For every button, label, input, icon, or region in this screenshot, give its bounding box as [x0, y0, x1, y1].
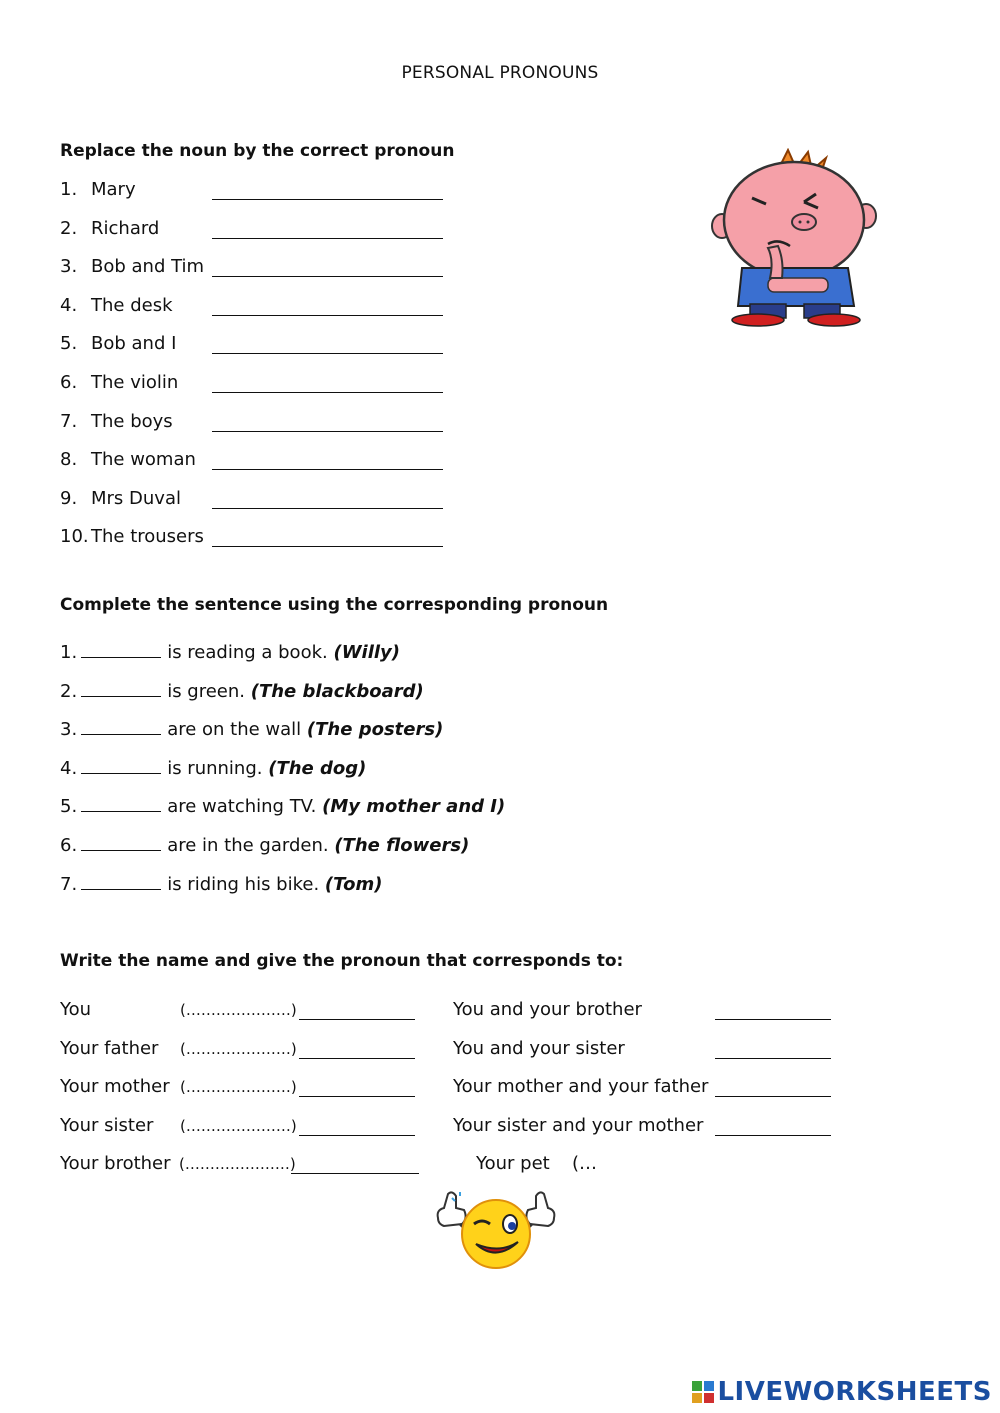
answer-blank[interactable] [81, 641, 161, 658]
noun-item [60, 218, 159, 239]
item-number: 6. [60, 835, 78, 856]
winking-smiley-thumbs-up-icon [430, 1188, 562, 1274]
relation-label: Your pet [476, 1153, 550, 1175]
item-number: 4. [60, 757, 78, 779]
answer-blank[interactable] [81, 680, 161, 697]
sentence-item [60, 641, 400, 663]
relation-label: Your brother [60, 1153, 171, 1175]
relation-label: Your mother [60, 1076, 170, 1098]
section1-heading: Replace the noun by the correct pronoun [60, 141, 455, 161]
pronoun-line[interactable] [715, 1019, 831, 1020]
answer-line[interactable] [212, 238, 443, 239]
answer-line[interactable] [212, 276, 443, 277]
pronoun-line[interactable] [299, 1135, 415, 1136]
noun-item [60, 179, 136, 200]
sentence-hint: (The blackboard) [250, 680, 424, 702]
sentence-item [60, 757, 366, 779]
sentence-hint: (The dog) [268, 757, 367, 779]
noun-item [60, 372, 178, 393]
noun-label: Richard [91, 217, 160, 239]
answer-blank[interactable] [81, 834, 161, 851]
noun-item [60, 333, 176, 354]
logo-blocks-icon [692, 1381, 714, 1403]
liveworksheets-logo [692, 1377, 992, 1407]
pronoun-line[interactable] [291, 1173, 419, 1174]
section3-heading: Write the name and give the pronoun that corresponds to: [60, 951, 624, 971]
pronoun-line[interactable] [299, 1058, 415, 1059]
item-number: 3. [60, 719, 78, 741]
item-number: 2. [60, 217, 78, 239]
pronoun-line[interactable] [715, 1058, 831, 1059]
relation-label: Your sister [60, 1114, 154, 1136]
noun-label: Bob and I [91, 333, 177, 355]
relation-label: Your sister and your mother [453, 1114, 704, 1136]
section2-heading: Complete the sentence using the corresponding pronoun [60, 595, 609, 615]
sentence-hint: (Tom) [324, 873, 383, 895]
noun-label: The woman [91, 449, 196, 471]
sentence-text: is reading a book. [167, 642, 328, 663]
noun-label: Mary [91, 179, 136, 200]
name-field[interactable]: (… [572, 1153, 598, 1175]
sentence-hint: (The flowers) [334, 835, 470, 856]
sentence-item [60, 680, 424, 702]
sentence-text: are watching TV. [167, 796, 317, 818]
answer-blank[interactable] [81, 718, 161, 735]
item-number: 5. [60, 796, 78, 818]
sentence-text: is riding his bike. [167, 873, 320, 895]
sentence-item [60, 873, 382, 895]
noun-label: Mrs Duval [91, 487, 181, 509]
thinking-boy-icon [708, 148, 878, 328]
sentence-text: is green. [167, 680, 245, 702]
item-number: 7. [60, 410, 78, 432]
answer-line[interactable] [212, 431, 443, 432]
sentence-text: are on the wall [167, 719, 302, 741]
answer-line[interactable] [212, 353, 443, 354]
answer-line[interactable] [212, 546, 443, 547]
item-number: 6. [60, 372, 78, 393]
noun-item [60, 256, 204, 277]
sentence-text: is running. [167, 757, 263, 779]
relation-label: Your mother and your father [453, 1076, 709, 1098]
name-field[interactable]: (…………………) [180, 1039, 297, 1058]
relation-label: You [60, 999, 92, 1020]
relation-label: You and your brother [453, 999, 642, 1020]
item-number: 1. [60, 642, 78, 663]
answer-line[interactable] [212, 392, 443, 393]
pronoun-line[interactable] [299, 1096, 415, 1097]
pronoun-line[interactable] [715, 1135, 831, 1136]
answer-blank[interactable] [81, 873, 161, 890]
name-field[interactable]: (…………………) [180, 1116, 297, 1135]
item-number: 7. [60, 873, 78, 895]
answer-line[interactable] [212, 315, 443, 316]
logo-text: LIVEWORKSHEETS [717, 1377, 992, 1407]
item-number: 5. [60, 333, 78, 355]
answer-line[interactable] [212, 199, 443, 200]
page-title: PERSONAL PRONOUNS [401, 63, 599, 83]
answer-blank[interactable] [81, 757, 161, 774]
noun-item [60, 488, 181, 509]
sentence-item [60, 795, 505, 817]
name-field[interactable]: (…………………) [179, 1155, 296, 1174]
name-field[interactable]: (…………………) [180, 1078, 297, 1097]
noun-label: The violin [91, 372, 179, 393]
sentence-hint: (The posters) [306, 719, 444, 741]
item-number: 3. [60, 256, 78, 278]
noun-item [60, 526, 204, 547]
relation-label: Your father [60, 1037, 159, 1059]
pronoun-line[interactable] [715, 1096, 831, 1097]
answer-line[interactable] [212, 469, 443, 470]
noun-label: The boys [91, 410, 173, 432]
sentence-item [60, 834, 469, 856]
item-number: 1. [60, 179, 78, 200]
noun-item [60, 449, 196, 470]
noun-item [60, 411, 173, 432]
answer-blank[interactable] [81, 795, 161, 812]
sentence-hint: (My mother and I) [322, 796, 506, 818]
item-number: 4. [60, 294, 78, 316]
answer-line[interactable] [212, 508, 443, 509]
pronoun-line[interactable] [299, 1019, 415, 1020]
sentence-item [60, 718, 443, 740]
item-number: 8. [60, 449, 78, 471]
noun-label: Bob and Tim [91, 256, 205, 278]
noun-label: The desk [91, 294, 173, 316]
item-number: 2. [60, 680, 78, 702]
noun-item [60, 295, 173, 316]
item-number: 10. [60, 526, 89, 548]
relation-label: You and your sister [453, 1037, 625, 1059]
noun-label: The trousers [91, 526, 204, 548]
name-field[interactable]: (…………………) [180, 1001, 297, 1019]
sentence-hint: (Willy) [333, 642, 401, 663]
sentence-text: are in the garden. [167, 835, 329, 856]
item-number: 9. [60, 487, 78, 509]
